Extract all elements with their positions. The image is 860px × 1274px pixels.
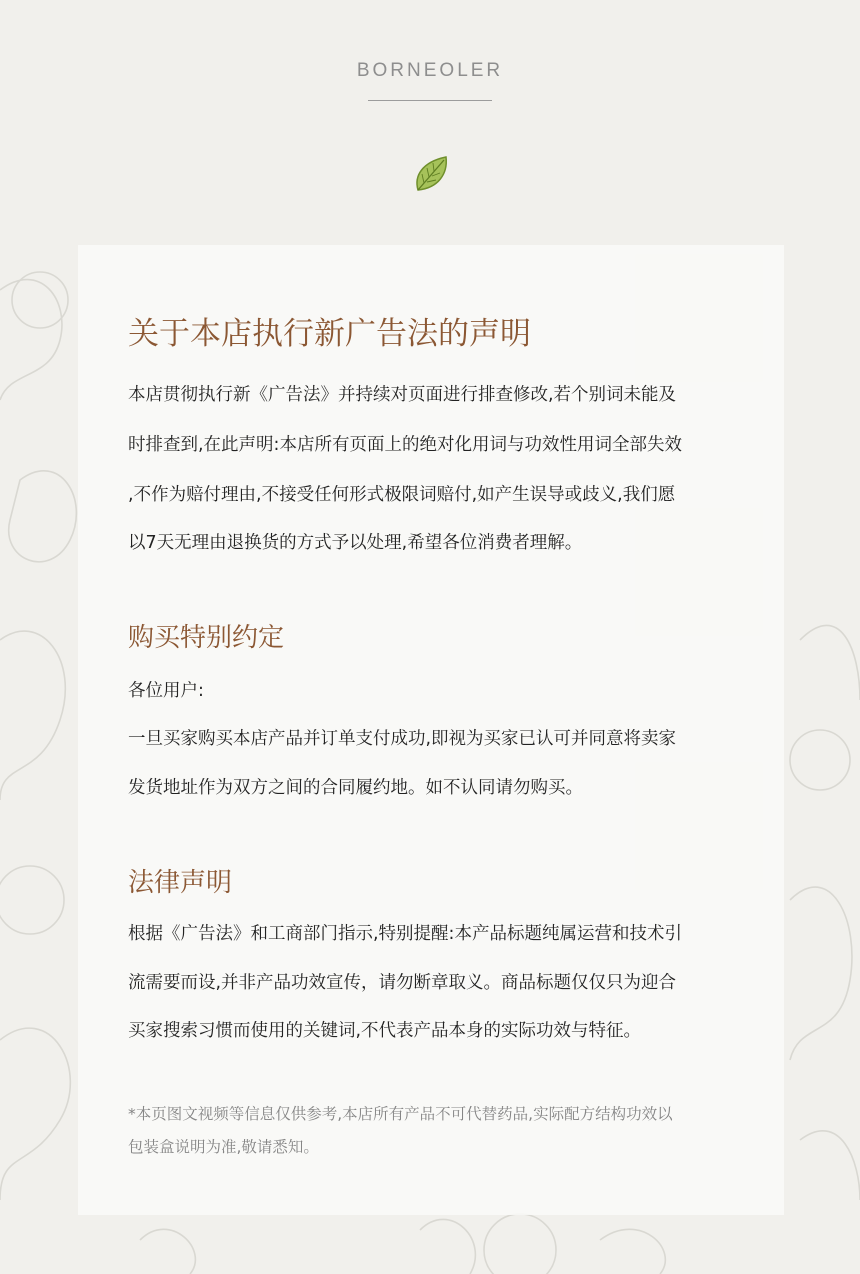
paragraph-line: 一旦买家购买本店产品并订单支付成功,即视为买家已认可并同意将卖家 — [128, 729, 677, 749]
paragraph-line: ,不作为赔付理由,不接受任何形式极限词赔付,如产生误导或歧义,我们愿 — [128, 485, 676, 505]
paragraph-line: 本店贯彻执行新《广告法》并持续对页面进行排查修改,若个别词未能及 — [128, 385, 677, 405]
brand-name: BORNEOLER — [356, 60, 504, 81]
section-title-ad-law-statement: 关于本店执行新广告法的声明 — [128, 316, 531, 352]
footnote-line: 包装盒说明为准,敬请悉知。 — [128, 1138, 319, 1156]
paragraph-line: 发货地址作为双方之间的合同履约地。如不认同请勿购买。 — [128, 778, 583, 798]
footnote-line: *本页图文视频等信息仅供参考,本店所有产品不可代替药品,实际配方结构功效以 — [128, 1105, 673, 1123]
paragraph-line: 时排查到,在此声明:本店所有页面上的绝对化用词与功效性用词全部失效 — [128, 435, 682, 455]
section-title-purchase-agreement: 购买特别约定 — [128, 623, 285, 653]
section-title-legal-statement: 法律声明 — [128, 868, 233, 898]
paragraph-line: 买家搜索习惯而使用的关键词,不代表产品本身的实际功效与特征。 — [128, 1021, 642, 1041]
paragraph-line: 根据《广告法》和工商部门指示,特别提醒:本产品标题纯属运营和技术引 — [128, 924, 682, 944]
paragraph-line: 各位用户: — [128, 681, 204, 701]
paragraph-line: 流需要而设,并非产品功效宣传，请勿断章取义。商品标题仅仅只为迎合 — [128, 973, 677, 993]
brand-divider — [368, 100, 492, 101]
leaf-icon — [412, 154, 450, 194]
paragraph-line: 以7天无理由退换货的方式予以处理,希望各位消费者理解。 — [128, 533, 583, 553]
